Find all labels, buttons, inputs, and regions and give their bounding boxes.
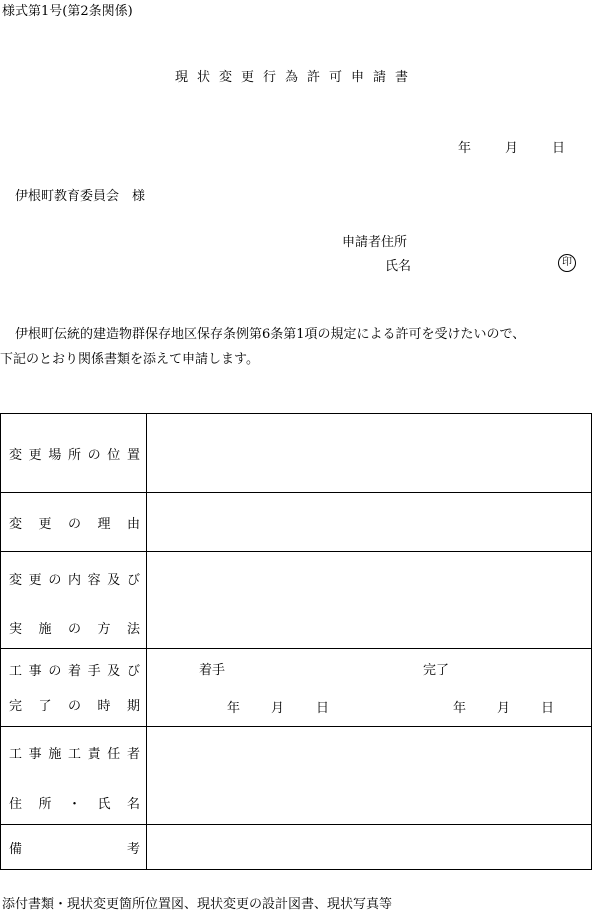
label-char: 容: [87, 573, 101, 588]
label-text: [9, 618, 140, 637]
label-content-and-method: [1, 552, 147, 649]
recipient: 伊根町教育委員会 様: [15, 189, 146, 204]
label-char: 法: [126, 622, 140, 637]
date-day-label: 日: [552, 141, 566, 156]
date-year-label: 年: [458, 141, 472, 156]
field-contractor[interactable]: [147, 727, 592, 825]
label-char: 変: [9, 516, 23, 532]
field-change-location[interactable]: [147, 414, 592, 493]
label-char: 了: [38, 699, 52, 714]
label-char: 名: [126, 797, 140, 812]
label-char: 理: [97, 516, 111, 532]
label-char: 場: [48, 447, 62, 463]
attachments-note: 添付書類・現状変更箇所位置図、現状変更の設計図書、現状写真等: [2, 897, 393, 912]
start-date-month: 月: [271, 701, 285, 716]
label-start-and-completion: [1, 649, 147, 727]
label-char: 変: [9, 573, 23, 588]
label-char: ・: [67, 797, 81, 812]
label-text: [9, 793, 140, 812]
field-content-and-method[interactable]: [147, 552, 592, 649]
start-date-day: 日: [316, 701, 330, 716]
label-char: 由: [126, 516, 140, 532]
field-start-and-completion[interactable]: [147, 649, 592, 727]
label-char: の: [67, 622, 81, 637]
label-char: 施: [48, 747, 62, 762]
label-text: [1, 513, 146, 532]
label-char: 工: [67, 747, 81, 762]
label-char: 完: [9, 699, 23, 714]
application-table: [0, 413, 592, 870]
applicant-address-label: 申請者住所: [342, 235, 408, 250]
label-char: び: [126, 664, 140, 679]
request-statement-line-2: 下記のとおり関係書類を添えて申請します。: [0, 352, 259, 367]
table-row-reason: [1, 493, 592, 552]
label-char: 工: [9, 664, 23, 679]
label-char: 時: [97, 699, 111, 714]
label-char: の: [87, 447, 101, 463]
label-char: 変: [9, 447, 23, 463]
end-date-day: 日: [541, 701, 555, 716]
table-row-schedule: [1, 649, 592, 727]
label-char: 実: [9, 622, 23, 637]
completion-label: 完了: [423, 663, 450, 678]
label-char: 更: [38, 516, 52, 532]
label-char: 内: [67, 573, 81, 588]
document-title: 現状変更行為許可申請書: [174, 70, 417, 85]
end-date-month: 月: [497, 701, 511, 716]
label-remarks: [1, 825, 147, 870]
applicant-name-label: 氏名: [385, 259, 412, 274]
label-text: [9, 660, 140, 679]
label-char: 考: [126, 841, 140, 857]
table-row-location: [1, 414, 592, 493]
label-char: び: [126, 573, 140, 588]
label-char: 氏: [97, 797, 111, 812]
label-char: 方: [97, 622, 111, 637]
label-char: 工: [9, 747, 23, 762]
label-text: [1, 444, 146, 463]
label-char: 備: [9, 841, 23, 857]
label-char: 置: [126, 447, 140, 463]
label-change-reason: [1, 493, 147, 552]
label-text: [9, 743, 140, 762]
label-char: 及: [107, 664, 121, 679]
label-text: [9, 569, 140, 588]
table-row-remarks: [1, 825, 592, 870]
label-char: の: [67, 516, 81, 532]
request-statement: [0, 322, 592, 372]
label-char: 着: [67, 664, 81, 679]
label-char: 事: [28, 747, 42, 762]
label-char: 更: [28, 573, 42, 588]
seal-mark: 印: [558, 254, 576, 272]
label-char: 者: [126, 747, 140, 762]
label-char: の: [48, 664, 62, 679]
label-char: 任: [107, 747, 121, 762]
application-date: [458, 137, 565, 156]
table-row-content-method: [1, 552, 592, 649]
form-number: 様式第1号(第2条関係): [2, 4, 133, 19]
label-char: 更: [28, 447, 42, 463]
label-char: 責: [87, 747, 101, 762]
label-char: 所: [38, 797, 52, 812]
label-char: の: [67, 699, 81, 714]
label-char: 住: [9, 797, 23, 812]
label-char: 所: [67, 447, 81, 463]
end-date-year: 年: [453, 701, 467, 716]
start-date-year: 年: [227, 701, 241, 716]
start-label: 着手: [199, 663, 226, 678]
label-char: の: [48, 573, 62, 588]
label-change-location: [1, 414, 147, 493]
label-contractor: [1, 727, 147, 825]
label-text: [1, 838, 146, 857]
label-char: 事: [28, 664, 42, 679]
field-remarks[interactable]: [147, 825, 592, 870]
date-month-label: 月: [505, 141, 519, 156]
label-char: 期: [126, 699, 140, 714]
request-statement-line-1: 伊根町伝統的建造物群保存地区保存条例第6条第1項の規定による許可を受けたいので、: [15, 327, 526, 342]
label-char: 手: [87, 664, 101, 679]
field-change-reason[interactable]: [147, 493, 592, 552]
label-char: 施: [38, 622, 52, 637]
label-char: 位: [107, 447, 121, 463]
table-row-contractor: [1, 727, 592, 825]
label-text: [9, 695, 140, 714]
label-char: 及: [107, 573, 121, 588]
